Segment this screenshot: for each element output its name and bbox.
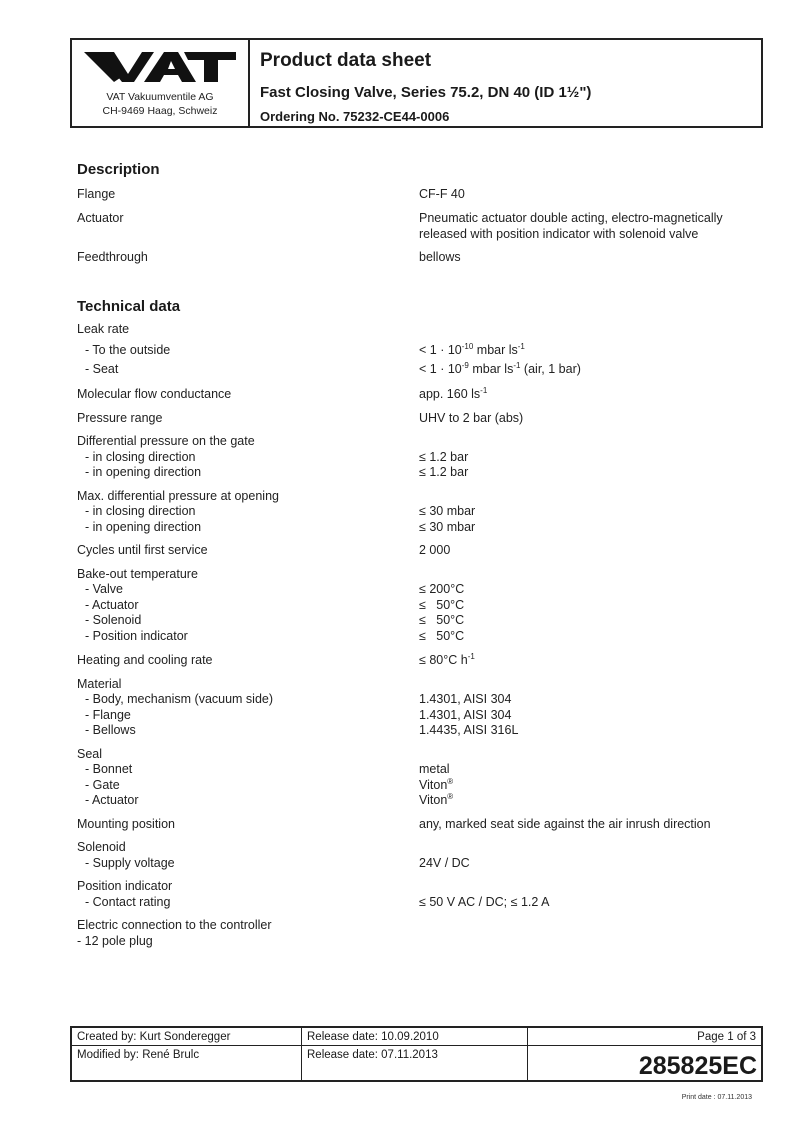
vat-logo — [84, 48, 236, 86]
seal-gate-value: Viton® — [419, 777, 454, 792]
heating-rate-value: ≤ 80°C $h^{-1}$ — [419, 652, 475, 667]
bakeout-solenoid-label: - Solenoid — [85, 613, 142, 627]
release-date-original: Release date: 10.09.2010 — [302, 1028, 528, 1046]
max-diff-label: Max. differential pressure at opening — [77, 489, 279, 503]
solenoid-label: Solenoid — [77, 840, 126, 854]
bakeout-position-value: ≤ 50°C — [419, 629, 465, 643]
diff-opening-label: - in opening direction — [85, 465, 202, 479]
leak-rate-label: Leak rate — [77, 322, 130, 336]
material-body-label: - Body, mechanism (vacuum side) — [85, 692, 274, 706]
created-by: Created by: Kurt Sonderegger — [72, 1028, 302, 1046]
leak-outside-label: - To the outside — [85, 343, 171, 357]
leak-seat-value: < $1 \cdot 10^{-9}$ mbar $ls^{-1}$ (air, 1 bar) — [419, 361, 581, 376]
pressure-range-label: Pressure range — [77, 411, 163, 425]
bakeout-label: Bake-out temperature — [77, 567, 198, 581]
modified-by: Modified by: René Brulc — [72, 1046, 302, 1080]
pole-plug-label: - 12 pole plug — [77, 934, 153, 948]
company-address: CH-9469 Haag, Schweiz — [102, 105, 218, 117]
contact-rating-label: - Contact rating — [85, 895, 171, 909]
company-name: VAT Vakuumventile AG — [106, 91, 214, 103]
seal-bonnet-value: metal — [419, 762, 450, 776]
actuator-value: Pneumatic actuator double acting, electro-magnetically released with position indicator with solenoid valve — [419, 211, 723, 241]
max-diff-closing-label: - in closing direction — [85, 504, 196, 518]
contact-rating-value: ≤ 50 V AC / DC; ≤ 1.2 A — [419, 895, 550, 909]
mounting-label: Mounting position — [77, 817, 175, 831]
flange-label: Flange — [77, 187, 116, 201]
ordering-number: Ordering No. 75232-CE44-0006 — [260, 109, 450, 124]
leak-outside-value: < $1 \cdot 10^{-10}$ mbar $ls^{-1}$ — [419, 342, 525, 357]
release-date-modified: Release date: 07.11.2013 — [302, 1046, 528, 1080]
electric-connection-label: Electric connection to the controller — [77, 918, 272, 932]
technical-heading: Technical data — [77, 298, 181, 315]
material-flange-label: - Flange — [85, 708, 131, 722]
bakeout-actuator-label: - Actuator — [85, 598, 139, 612]
flow-conductance-value: app. 160 $ls^{-1}$ — [419, 386, 488, 401]
bakeout-position-label: - Position indicator — [85, 629, 188, 643]
bakeout-valve-value: ≤ 200°C — [419, 582, 465, 596]
bakeout-actuator-value: ≤ 50°C — [419, 598, 465, 612]
seal-bonnet-label: - Bonnet — [85, 762, 133, 776]
supply-voltage-value: 24V / DC — [419, 856, 470, 870]
actuator-label: Actuator — [77, 211, 124, 225]
position-indicator-label: Position indicator — [77, 879, 173, 893]
document-header — [70, 38, 763, 128]
print-date: Print date : 07.11.2013 — [681, 1094, 752, 1101]
document-footer — [70, 1026, 763, 1082]
heating-rate-label: Heating and cooling rate — [77, 653, 213, 667]
material-label: Material — [77, 677, 122, 691]
max-diff-opening-label: - in opening direction — [85, 520, 202, 534]
leak-seat-label: - Seat — [85, 362, 119, 376]
seal-label: Seal — [77, 747, 103, 761]
page-number: Page 1 of 3 — [528, 1028, 761, 1046]
bakeout-solenoid-value: ≤ 50°C — [419, 613, 465, 627]
feedthrough-label: Feedthrough — [77, 250, 148, 264]
flow-conductance-label: Molecular flow conductance — [77, 387, 232, 401]
material-bellows-label: - Bellows — [85, 723, 136, 737]
supply-voltage-label: - Supply voltage — [85, 856, 175, 870]
document-number: 285825EC — [638, 1052, 757, 1080]
bakeout-valve-label: - Valve — [85, 582, 123, 596]
seal-actuator-value: Viton® — [419, 792, 454, 807]
description-heading: Description — [77, 161, 160, 178]
document-title: Product data sheet — [260, 50, 432, 71]
seal-actuator-label: - Actuator — [85, 793, 139, 807]
cycles-value: 2 000 — [419, 543, 451, 557]
diff-opening-value: ≤ 1.2 bar — [419, 465, 469, 479]
diff-pressure-label: Differential pressure on the gate — [77, 434, 255, 448]
material-flange-value: 1.4301, AISI 304 — [419, 708, 512, 722]
max-diff-opening-value: ≤ 30 mbar — [419, 520, 476, 534]
max-diff-closing-value: ≤ 30 mbar — [419, 504, 476, 518]
material-body-value: 1.4301, AISI 304 — [419, 692, 512, 706]
diff-closing-label: - in closing direction — [85, 450, 196, 464]
flange-value: CF-F 40 — [419, 187, 465, 201]
pressure-range-value: UHV to 2 bar (abs) — [419, 411, 524, 425]
feedthrough-value: bellows — [419, 250, 461, 264]
document-subtitle: Fast Closing Valve, Series 75.2, DN 40 (ID 1½") — [260, 84, 592, 101]
mounting-value: any, marked seat side against the air inrush direction — [419, 817, 711, 831]
material-bellows-value: 1.4435, AISI 316L — [419, 723, 519, 737]
seal-gate-label: - Gate — [85, 778, 120, 792]
logo-box — [72, 40, 250, 128]
diff-closing-value: ≤ 1.2 bar — [419, 450, 469, 464]
cycles-label: Cycles until first service — [77, 543, 208, 557]
